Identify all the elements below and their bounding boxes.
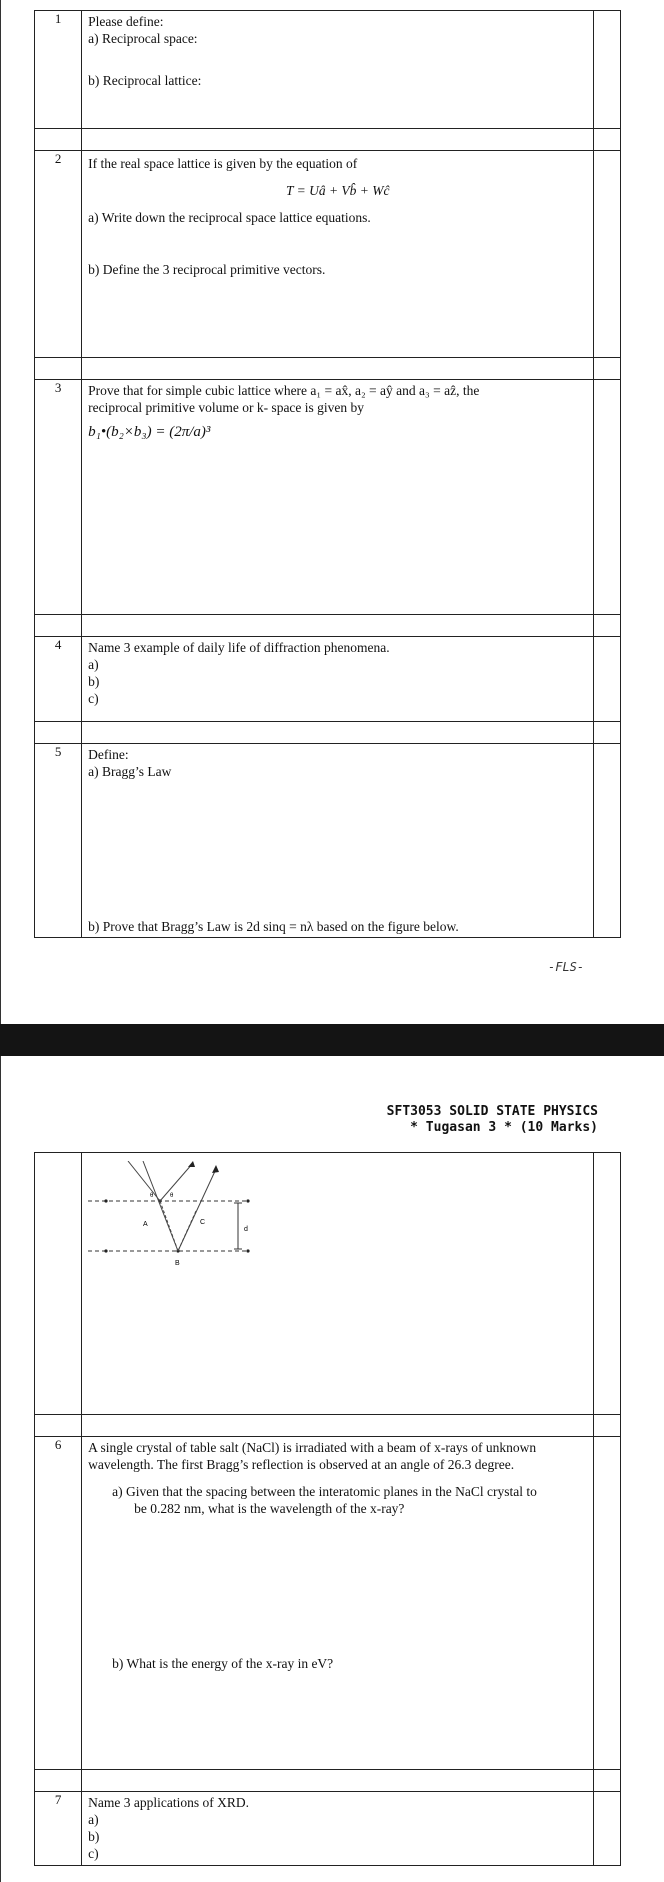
atom (247, 1199, 250, 1202)
question-number: 6 (35, 1437, 82, 1770)
arrow-head (212, 1165, 219, 1173)
question-text: Name 3 example of daily life of diffraction phenomena. (88, 640, 390, 655)
question-row-2 (35, 151, 621, 358)
answer-line: a) (88, 657, 99, 672)
question-number: 1 (35, 11, 82, 129)
page-footer: -FLS- (548, 960, 585, 974)
label-theta: θ (170, 1193, 174, 1199)
answer-line: a) (88, 1812, 99, 1827)
question-content (82, 637, 594, 722)
question-row-5 (35, 744, 621, 938)
question-text: reciprocal primitive volume or k- space is given by (88, 400, 365, 415)
score-cell[interactable] (594, 637, 621, 722)
label-d: d (244, 1226, 249, 1233)
score-cell[interactable] (594, 380, 621, 615)
question-row-1 (35, 11, 621, 129)
path-c (178, 1211, 196, 1251)
question-part: b) Reciprocal lattice: (88, 73, 202, 88)
question-row-3 (35, 380, 621, 615)
questions-table-page2 (34, 1152, 621, 1866)
equation: b₁•(b₂×b₃) = (2π/a)³ (88, 424, 211, 440)
row-spacer (35, 615, 621, 637)
label-c: C (200, 1219, 206, 1226)
score-cell[interactable] (594, 1792, 621, 1866)
page-separator (0, 1024, 664, 1056)
label-theta: θ (150, 1193, 154, 1199)
answer-line: b) (88, 1829, 100, 1844)
question-row-4 (35, 637, 621, 722)
score-cell[interactable] (594, 11, 621, 129)
question-content (82, 1437, 594, 1770)
question-number: 5 (35, 744, 82, 938)
row-spacer (35, 1415, 621, 1437)
course-title: SFT3053 SOLID STATE PHYSICS (386, 1104, 598, 1119)
row-spacer (35, 1770, 621, 1792)
question-part: a) Reciprocal space: (88, 31, 198, 46)
question-text: Please define: (88, 14, 164, 29)
equation: T = Uâ + Vb̂ + Wĉ (285, 183, 390, 198)
answer-line: c) (88, 691, 99, 706)
figure-row (35, 1153, 621, 1415)
questions-table-page1 (34, 10, 621, 938)
question-content (82, 151, 594, 358)
incident-ray-2 (143, 1161, 178, 1251)
question-text: Name 3 applications of XRD. (88, 1795, 249, 1810)
question-part: a) Write down the reciprocal space lattice equations. (88, 210, 371, 225)
question-part: b) Define the 3 reciprocal primitive vectors. (88, 262, 326, 277)
question-text: Define: (88, 747, 129, 762)
question-content (82, 380, 594, 615)
question-content (82, 744, 594, 938)
question-text: A single crystal of table salt (NaCl) is irradiated with a beam of x-rays of unknown (88, 1440, 537, 1455)
question-text: Prove that for simple cubic lattice where a₁ = ax̂, a₂ = aŷ and a₃ = aẑ, the (88, 383, 480, 398)
label-a: A (143, 1221, 148, 1228)
question-part: be 0.282 nm, what is the wavelength of the x-ray? (134, 1501, 405, 1516)
path-a (160, 1201, 178, 1251)
answer-line: b) (88, 674, 100, 689)
arrow-head (188, 1161, 195, 1167)
question-row-7 (35, 1792, 621, 1866)
question-content (82, 11, 594, 129)
question-part: a) Bragg’s Law (88, 764, 172, 779)
reflected-ray-1 (160, 1163, 193, 1201)
question-number: 2 (35, 151, 82, 358)
bragg-diagram (88, 1161, 288, 1301)
question-part: a) Given that the spacing between the interatomic planes in the NaCl crystal to (112, 1484, 537, 1499)
answer-line: c) (88, 1846, 99, 1861)
atom (247, 1249, 250, 1252)
row-spacer (35, 129, 621, 151)
question-number: 3 (35, 380, 82, 615)
score-cell[interactable] (594, 744, 621, 938)
score-cell[interactable] (594, 1153, 621, 1415)
label-b: B (175, 1260, 180, 1267)
page-edge-rule (0, 0, 1, 1024)
atom (105, 1249, 108, 1252)
atom (105, 1199, 108, 1202)
question-row-6 (35, 1437, 621, 1770)
incident-ray-1 (128, 1161, 160, 1201)
question-part: b) Prove that Bragg’s Law is 2d sinq = nλ based on the figure below. (88, 919, 459, 934)
question-content (82, 1792, 594, 1866)
question-number: 4 (35, 637, 82, 722)
row-spacer (35, 722, 621, 744)
question-text: wavelength. The first Bragg’s reflection is observed at an angle of 26.3 degree. (88, 1457, 515, 1472)
score-cell[interactable] (594, 151, 621, 358)
question-part: b) What is the energy of the x-ray in eV? (112, 1656, 334, 1671)
question-number: 7 (35, 1792, 82, 1866)
score-cell[interactable] (594, 1437, 621, 1770)
assignment-title: * Tugasan 3 * (10 Marks) (410, 1120, 598, 1135)
page-edge-rule (0, 1056, 1, 1882)
bragg-figure-cell (82, 1153, 594, 1415)
row-spacer (35, 358, 621, 380)
question-text: If the real space lattice is given by the equation of (88, 156, 358, 171)
